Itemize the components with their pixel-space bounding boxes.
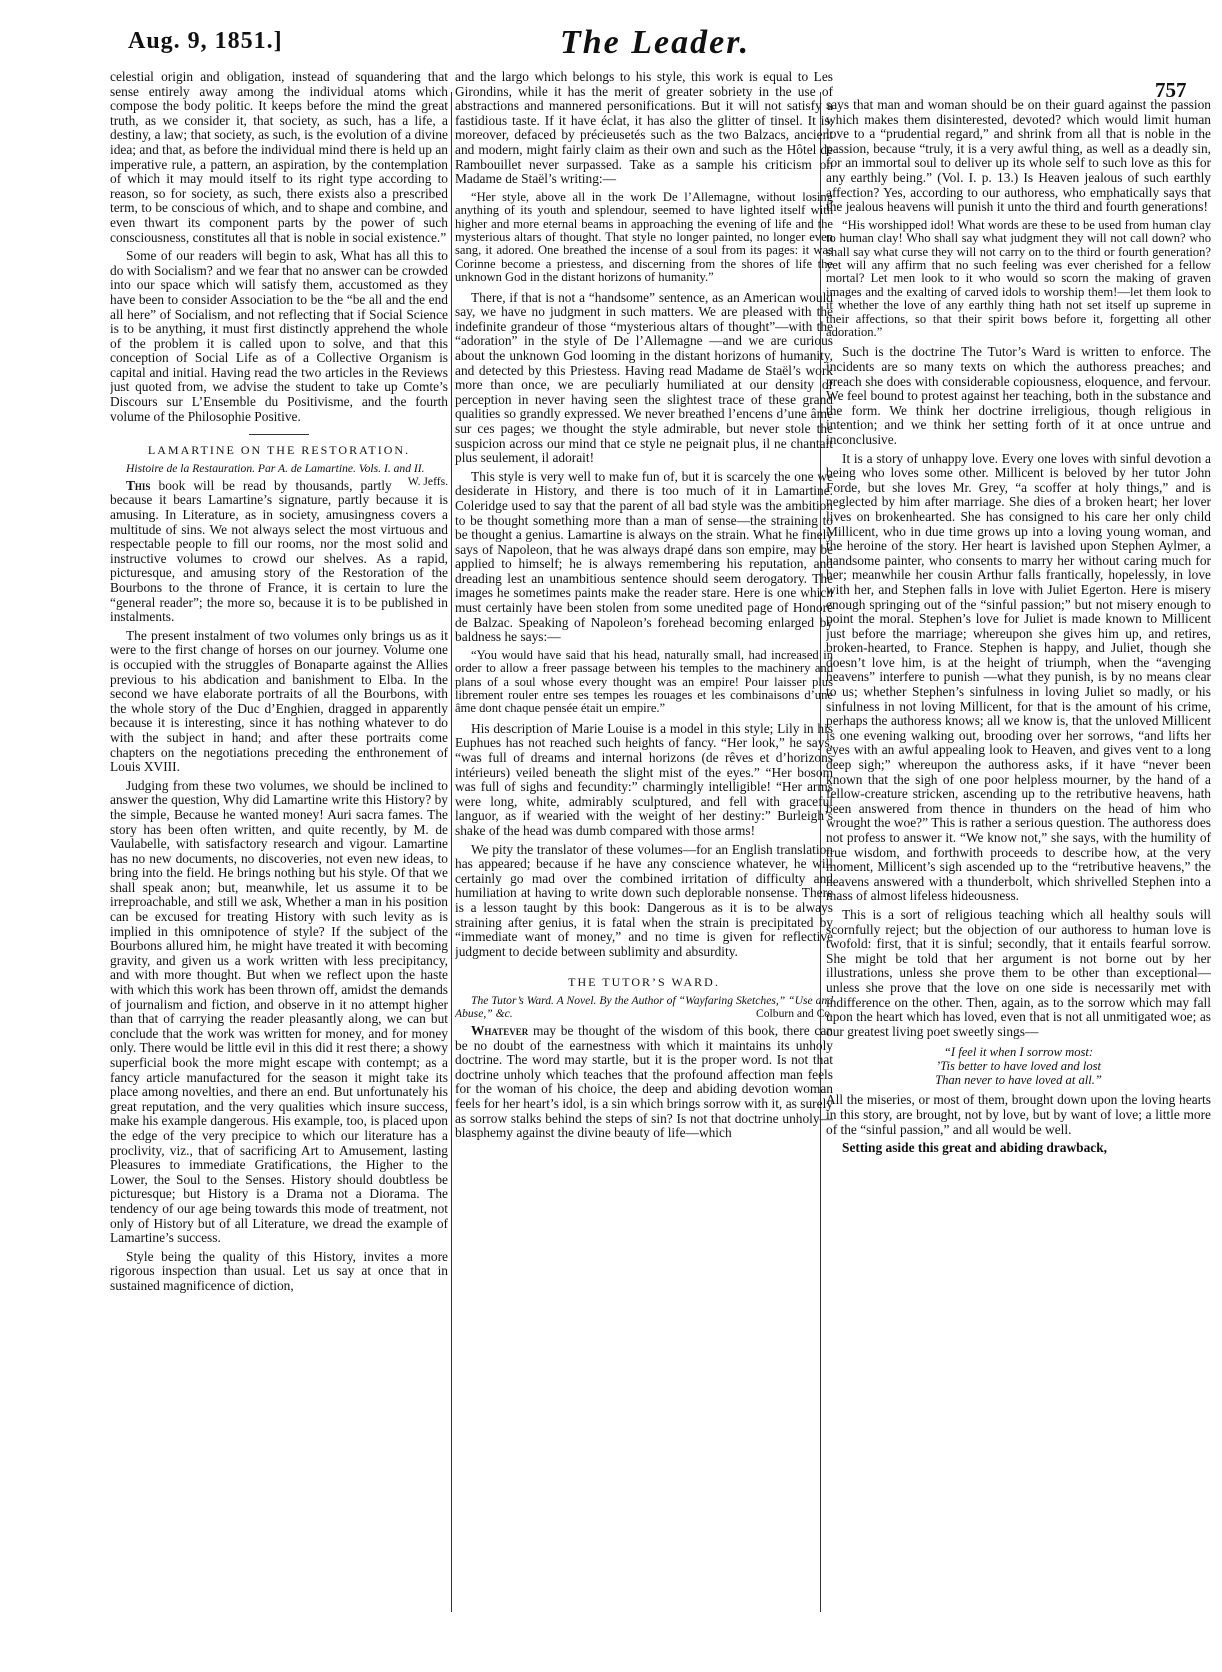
section-divider	[249, 434, 309, 435]
issue-date: Aug. 9, 1851.]	[128, 28, 283, 54]
paragraph: It is a story of unhappy love. Every one loves with sinful devotion a being who loves some other. Millicent is beloved by her tutor John Forde, but she loves Mr. Grey, “a scoffer at holy things,” and is neglected by him after marriage. She dies of a broken heart; her lover lives on brokenhearted. She has consigned to his care her only child Millicent, who in due time grows up into a loving young woman, and the heroine of the story. Her heart is lavished upon Stephen Aylmer, a handsome painter, who consents to marry her without caring much for her; meanwhile her cousin Arthur falls frantically, hopelessly, in love with her, and Stephen falls in love with Juliet Egerton. Here is misery enough springing out of the “sinful passion;” but not misery enough to point the moral. Stephen’s love for Juliet is made known to Millicent just before the marriage; whereupon she gives him up, and retires, broken-hearted, to France. Stephen is happy, and Juliet, though she doesn’t love him, is at the height of triumph, when the “avenging heavens” interfere to punish —what they punish, is by no means clear to us; whether Stephen’s sinfulness in loving Juliet so madly, or his sinfulness in not loving Millicent, for that is the amount of his crime, perhaps the authoress knows; all we know is, that the unloved Millicent is one evening walking out, brooding over her sorrows, “and lifts her eyes with an awful appealing look to Heaven, and gives vent to a long deep sigh;” whereupon the authoress asks, if it have “never been known that the sigh of one poor helpless mourner, by the hand of a fellow-creature stricken, ascending up to the retributive heavens, hath been answered from thence in thunders on the head of him who wrought the woe?” This is rather a serious question. The authoress does not profess to answer it. “We know not,” she says, with the humility of true wisdom, and forthwith proceeds to describe how, at the very moment, Millicent’s sigh ascended up to the “retributive heavens,” the heavens answered with a thunderbolt, which shrivelled Stephen into a mass of almost lifeless hideousness.	[826, 450, 1211, 904]
paragraph: and the largo which belongs to his style, this work is equal to Les Girondins, while it has the merit of greater sobriety in the use of abstractions and mannered personifications. But it will not satisfy a fastidious taste. If it have éclat, it has also the glitter of tinsel. It is, moreover, defaced by précieusetés such as the two Balzacs, ancient and modern, might fairly claim as their own and such as the Hôtel de Rambouillet never surpassed. Take as a sample his criticism on Madame de Staël’s writing:—	[455, 70, 833, 187]
block-quote: “Her style, above all in the work De l’Allemagne, without losing anything of its youth and splendour, seemed to have lighted itself with higher and more eternal beams in approaching the evening of life and the mysterious altars of thought. That style no longer painted, no longer even sang, it adored. One breathed the incense of a soul from its pages: it was Corinne become a priestess, and discerning from the shores of life the unknown God in the distant horizons of humanity.”	[455, 189, 833, 285]
paragraph: This style is very well to make fun of, but it is scarcely the one we desiderate in History, and there is too much of it in Lamartine. Coleridge used to say that the parent of all bad style was the ambition to be thought something more than a man of sense—the straining to be thought a genius. Lamartine is always on the strain. What he finely says of Napoleon, that he was always drapé dans son empire, may be applied to himself; he is always remembering his reputation, and dreading lest an unambitious sentence should seem derogatory. The images he sometimes paints make the reader stare. Here is one which must certainly have been stolen from some unedited page of Honoré de Balzac. Speaking of Napoleon’s forehead becoming enlarged by baldness he says:—	[455, 468, 833, 645]
column-rule	[451, 92, 452, 1612]
verse-line: Than never to have loved at all.”	[935, 1073, 1102, 1088]
lead-word: Whatever	[471, 1022, 529, 1038]
article-heading: LAMARTINE ON THE RESTORATION.	[147, 443, 411, 458]
paragraph	[455, 1024, 833, 1141]
paragraph	[110, 479, 448, 625]
page-number: 757	[1155, 78, 1187, 102]
paragraph: Some of our readers will begin to ask, What has all this to do with Socialism? and we fear that no answer can be crowded into our space which will satisfy them, accustomed as they have been to consider Association to be the “be all and the end all here” of Socialism, and not reflecting that if Social Science is to be anything, it must first distinctly apprehend the whole of the problem it is called upon to solve, and that this conception of Social Life as of a Collective Organism is capital and initial. Having read the two articles in the Reviews just quoted from, we advise the student to take up Comte’s Discours sur L’Ensemble du Positivisme, and the fourth volume of the Philosophie Positive.	[110, 248, 448, 424]
paragraph: Setting aside this great and abiding drawback,	[842, 1140, 1108, 1156]
paragraph: celestial origin and obligation, instead of squandering that sense entirely away among the individual atoms which compose the body politic. It keeps before the mind the great truth, as we consider it, that society, as such, has a life, a destiny, a law; that society, as such, is the evolution of a divine idea; and that, as before the individual mind there is held up an imperative rule, a pattern, an aspiration, by the contemplation of which it may mould itself to its right type according to reason, so for society, as such, there exists also a prescribed term, to be conscious of which, and to shape and combine, and even thwart its component parts by the power of such consciousness, constitutes all that is noble in social existence.”	[110, 70, 448, 245]
paragraph: His description of Marie Louise is a model in this style; Lily in his Euphues has not reached such heights of fancy. “Her look,” he says, “was full of dreams and internal horizons (de rêves et d’horizons intérieurs) veiled beneath the slight mist of the eyes.” “Her bosom was full of sighs and fecundity:” charmingly intelligible! “Her arms were long, white, admirably sculptured, and fell with graceful languor, as if wearied with the weight of her destiny:” Burleigh’s shake of the head was dumb compared with those arms!	[455, 720, 833, 839]
paragraph: says that man and woman should be on their guard against the passion which makes them disinterested, devoted? which would limit human love to a “prudential regard,” and shrink from all that is noble in the passion, because “truly, it is a very awful thing, as well as a deadly sin, for an immortal soul to deliver up its whole self to such love as this for any earthly being.” (Vol. I. p. 13.) Is Heaven jealous of such earthly affection? Yes, according to our authoress, who emphatically says that the jealous heavens will punish it unto the third and fourth generations!	[826, 98, 1211, 215]
masthead-title: The Leader.	[560, 24, 751, 61]
article-heading: THE TUTOR’S WARD.	[568, 975, 720, 990]
paragraph: There, if that is not a “handsome” sentence, as an American would say, we have no judgment in such matters. We are pleased with the indefinite grandeur of those “mysterious altars of thought”—with the “adoration” in the style of De l’Allemagne —and we are curious about the unknown God looming in the distant horizons of humanity, and detected by this Priestess. Having read Madame de Staël’s work more than once, we are peculiarly humiliated at our density of perception in never having seen the slightest trace of these grand qualities so grandly expressed. We never breathed l’encens d’une âme sur ces pages; we thought the style admirable, but never stole the suspicion across our mind that ce style ne peignait plus, il ne chantait plus seulement, il adorait!	[455, 289, 833, 466]
paragraph-text: book will be read by thousands, partly because it bears Lamartine’s signature, partly because it is amusing. In Literature, as in society, amusingness covers a multitude of sins. We not always select the most virtuous and respectable people to fill our rooms, nor the most solid and instructive volumes to crowd our shelves. As a rapid, picturesque, and amusing story of the Restoration of the Bourbons to the throne of France, it is certain to lure the “general reader”; the more so, because it is to be published in instalments.	[110, 477, 448, 625]
book-title: The Tutor’s Ward. A Novel. By the Author of “Wayfaring Sketches,” “Use and Abuse,” &c.	[455, 993, 833, 1020]
book-reference	[455, 994, 833, 1020]
block-quote: “His worshipped idol! What words are these to be used from human clay to human clay! Who shall say what judgment they will not call down? who shall say what curse they will not carry on to the third or fourth generation? yet will any affirm that no such feeling was ever cherished for a fellow mortal? Let men look to it who would so scorn the making of graven images and the exalting of carved idols to worship them!—let them look to it whether the love of any earthly thing hath not set itself up supreme in their affections, so that their spirit bows before it, forgetting all other adoration.”	[826, 217, 1211, 339]
column-2	[455, 70, 833, 1660]
paragraph: Style being the quality of this History, invites a more rigorous inspection than usual. Let us say at once that in sustained magnificence of diction,	[110, 1248, 448, 1293]
column-3	[826, 98, 1211, 1628]
publisher: W. Jeffs.	[407, 474, 448, 488]
verse-quote	[826, 1045, 1211, 1087]
paragraph: We pity the translator of these volumes—for an English translation has appeared; because if he have any conscience whatever, he will certainly go mad over the combined irritation of difficulty and humiliation at having to write down such deplorable nonsense. There is a lesson taught by this book: Dangerous as it is to be always straining after genius, it is fatal when the strain is precipitated by “immediate want of money,” and no time is given for reflective judgment to decide between sublimity and absurdity.	[455, 841, 833, 959]
verse-line: “I feel it when I sorrow most:	[943, 1045, 1094, 1060]
paragraph: This is a sort of religious teaching which all healthy souls will scornfully reject; but the objection of our authoress to human love is twofold: first, that it is sinful; secondly, that it entails fearful sorrow. She might be told that her argument is not borne out by her illustrations, unless she prove them to be other than exceptional—unless she prove that the love on one side is necessarily met with indifference on the other. Then, again, as to the sorrow which may fall upon the heart which has loved, even that is not all unmitigated woe; as our greatest living poet sweetly sings—	[826, 906, 1211, 1039]
paragraph: Judging from these two volumes, we should be inclined to answer the question, Why did Lamartine write this History? by the simple, Because he wanted money! Auri sacra fames. The story has been often written, and quite recently, by M. de Vaulabelle, with satisfactory research and vigour. Lamartine has no new documents, no discoveries, not even new ideas, to bring into the field. He brings nothing but his style. Of that we shall speak anon; but, meanwhile, let us assume it to be irreproachable, and still we ask, Whether a man in his position can be excused for treating History with such levity as is implied in this omnipotence of style? If the subject of the Bourbons allured him, he might have treated it with becoming gravity, and given us a work written with less precipitancy, and with more thought. But when we reflect upon the haste with which this work has been thrown off, amidst the demands of journalism and fiction, and observe in it no attempt higher than that of carrying the reader pleasantly along, we can but conclude that the work was written for money, and for money only. There would be little evil in this did it rest there; a showy superficial book the more might escape with contempt; as a fancy article manufactured for the season it might take its place among novelties, and there an end. But unfortunately his great reputation, and the very qualities which insure success, make his example dangerous. His example, too, is placed upon the edge of the very precipice to which our literature has a proclivity, viz., that of sacrificing Art to Amusement, lasting Pleasures to immediate Gratifications, the Higher to the Lower, the Soul to the Senses. History should doubtless be picturesque; but History is a Drama not a Diorama. The tendency of our age being towards this mode of treatment, not only of History but of all Literature, we dread the example of Lamartine’s success.	[110, 777, 448, 1246]
column-1	[110, 70, 448, 1660]
paragraph: The present instalment of two volumes only brings us as it were to the first change of horses on our journey. Volume one is occupied with the struggles of Bonaparte against the Allies previous to his abdication and banishment to Elba. In the second we have elaborate portraits of all the Bourbons, with the whole story of the Duc d’Enghien, dragged in apparently because it is interesting, since it has nothing whatever to do with the subject in hand; and after these portraits come chapters on the negotiations preceding the enthronement of Louis XVIII.	[110, 627, 448, 775]
publisher: Colburn and Co.	[756, 1006, 833, 1020]
paragraph: Such is the doctrine The Tutor’s Ward is written to enforce. The incidents are so many texts on which the authoress preaches; and preach she does with considerable copiousness, eloquence, and fervour. We feel bound to protest against her teaching, both in the substance and the form. We think her doctrine irreligious, though religious in intention; and we think her setting forth of it at once untrue and inconclusive.	[826, 344, 1211, 447]
book-title: Histoire de la Restauration. Par A. de Lamartine. Vols. I. and II.	[126, 461, 425, 475]
paragraph-text: may be thought of the wisdom of this book, there can be no doubt of the earnestness with which it maintains its unholy doctrine. The word may startle, but it is the proper word. Is not that doctrine unholy which teaches that the profound affection man feels for the woman of his choice, the deep and abiding devotion woman feels for her heart’s idol, is a sin which brings sorrow with it, as surely as sorrow stalks behind the steps of sin? Is not that doctrine unholy—blasphemy against the divine beauty of life—which	[455, 1022, 833, 1141]
lead-word: This	[126, 477, 151, 493]
verse-line: ’Tis better to have loved and lost	[935, 1059, 1102, 1074]
block-quote: “You would have said that his head, naturally small, had increased in order to allow a freer passage between his temples to the machinery and plans of a soul whose every thought was an empire! Pour laisser plus librement rouler entre ses tempes les rouages et les combinaisons d’une âme dont chaque pensée était un empire.”	[455, 647, 833, 716]
paragraph: All the miseries, or most of them, brought down upon the loving hearts in this story, are brought, not by love, but by want of love; a little more of the “sinful passion,” and all would be well.	[826, 1092, 1211, 1137]
